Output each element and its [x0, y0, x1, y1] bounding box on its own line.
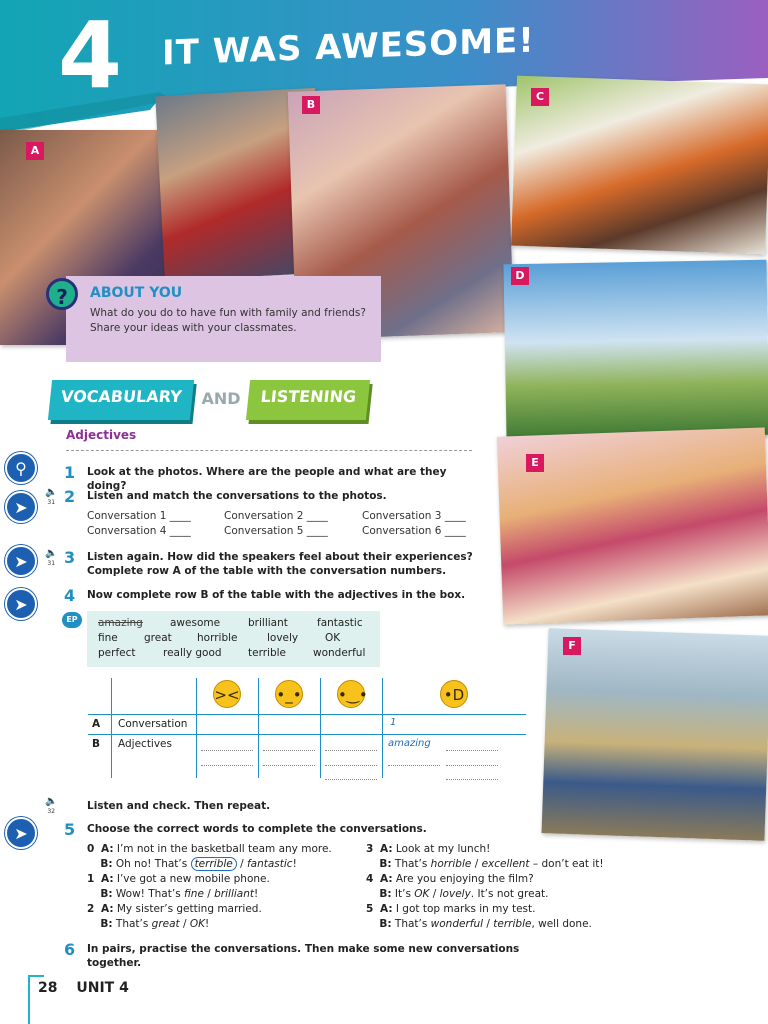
photo-c	[511, 76, 768, 255]
answer-row-a: 1	[390, 717, 397, 728]
word-item: brilliant	[248, 617, 288, 629]
photo-f	[541, 628, 768, 841]
word-item: OK	[325, 632, 341, 644]
photo-label-f: F	[563, 637, 581, 655]
word-item: horrible	[197, 632, 238, 644]
key-icon[interactable]: ⚲	[5, 452, 37, 484]
pointer-icon[interactable]: ➤	[5, 491, 37, 523]
divider	[66, 450, 472, 451]
exercise-4-number: 4	[64, 586, 76, 605]
listening-heading: LISTENING	[246, 380, 370, 420]
grinning-face-icon: •D	[440, 680, 468, 708]
exercise-3-number: 3	[64, 548, 76, 567]
audio-track: 31	[47, 560, 56, 567]
answer-row-b: amazing	[388, 738, 431, 749]
smiling-face-icon: •‿•	[337, 680, 365, 708]
audio-icon[interactable]: 🔈 31	[45, 548, 58, 567]
neutral-face-icon: •_•	[275, 680, 303, 708]
word-item: perfect	[98, 647, 136, 659]
conversation-1: Conversation 1 ____	[87, 510, 191, 522]
word-item: fantastic	[317, 617, 363, 629]
word-item: great	[144, 632, 172, 644]
row-b-letter: B	[92, 738, 101, 750]
page-number: 28	[38, 980, 58, 996]
conversation-6: Conversation 6 ____	[362, 525, 466, 537]
page-title: IT WAS AWESOME!	[162, 20, 535, 74]
conversation-5: Conversation 5 ____	[224, 525, 328, 537]
footer-unit: UNIT 4	[76, 980, 129, 996]
word-item: terrible	[248, 647, 286, 659]
row-a-label: Conversation	[118, 718, 188, 730]
conversation-item-0: 0 A: I’m not in the basketball team any more. B: Oh no! That’s terrible / fantastic!	[87, 843, 332, 870]
exercise-6-number: 6	[64, 940, 76, 959]
conversation-item-5: 5 A: I got top marks in my test. B: That’s wonderful / terrible, well done.	[366, 903, 592, 930]
about-line-1: What do you do to have fun with family and friends?	[90, 307, 366, 319]
row-b-label: Adjectives	[118, 738, 172, 750]
audio-icon[interactable]: 🔈 31	[45, 487, 58, 506]
conversation-2: Conversation 2 ____	[224, 510, 328, 522]
word-item: lovely	[267, 632, 299, 644]
exercise-3-text	[87, 550, 477, 578]
pointer-icon[interactable]: ➤	[5, 588, 37, 620]
conversation-item-3: 3 A: Look at my lunch! B: That’s horrible / excellent – don’t eat it!	[366, 843, 604, 870]
word-item: really good	[163, 647, 222, 659]
conversation-item-4: 4 A: Are you enjoying the film? B: It’s OK / lovely. It’s not great.	[366, 873, 549, 900]
exercise-2-text: Listen and match the conversations to the photos.	[87, 490, 387, 502]
word-item: wonderful	[313, 647, 366, 659]
photo-label-b: B	[302, 96, 320, 114]
conversation-item-2: 2 A: My sister’s getting married. B: That’s great / OK!	[87, 903, 262, 930]
adjectives-subheading: Adjectives	[66, 428, 137, 442]
photo-d	[503, 260, 768, 440]
about-you-title: ABOUT YOU	[90, 285, 183, 301]
exercise-4-text: Now complete row B of the table with the adjectives in the box.	[87, 589, 466, 601]
audio-track: 31	[47, 499, 56, 506]
exercise-1-number: 1	[64, 463, 76, 482]
vocabulary-heading: VOCABULARY	[48, 380, 194, 420]
listen-check-text: Listen and check. Then repeat.	[87, 800, 271, 812]
audio-track: 32	[47, 808, 56, 815]
about-line-2: Share your ideas with your classmates.	[90, 322, 297, 334]
word-item: fine	[98, 632, 118, 644]
word-item: amazing	[98, 617, 143, 629]
question-icon: ?	[46, 278, 78, 310]
exercise-3-line-2: Complete row A of the table with the conversation numbers.	[87, 565, 447, 577]
footer-divider-tick	[28, 975, 44, 977]
pointer-icon[interactable]: ➤	[5, 545, 37, 577]
photo-label-e: E	[526, 454, 544, 472]
conversation-3: Conversation 3 ____	[362, 510, 466, 522]
angry-face-icon: ><	[213, 680, 241, 708]
ep-badge[interactable]: EP	[62, 612, 82, 628]
exercise-1-text: Look at the photos. Where are the people and what are they doing?	[87, 466, 447, 492]
exercise-2-number: 2	[64, 487, 76, 506]
unit-number: 4	[58, 2, 123, 109]
page-footer	[28, 980, 129, 996]
photo-label-a: A	[26, 142, 44, 160]
photo-label-d: D	[511, 267, 529, 285]
word-item: awesome	[170, 617, 221, 629]
conversation-item-1: 1 A: I’ve got a new mobile phone. B: Wow! That’s fine / brilliant!	[87, 873, 270, 900]
audio-icon[interactable]: 🔈 32	[45, 796, 58, 815]
pointer-icon[interactable]: ➤	[5, 817, 37, 849]
exercise-6-text: In pairs, practise the conversations. Then make some new conversations together.	[87, 943, 520, 969]
exercise-3-line-1: Listen again. How did the speakers feel about their experiences?	[87, 551, 473, 563]
photo-label-c: C	[531, 88, 549, 106]
row-a-letter: A	[92, 718, 101, 730]
and-heading: AND	[201, 389, 241, 408]
exercise-5-text: Choose the correct words to complete the conversations.	[87, 823, 427, 835]
circled-answer[interactable]: terrible	[191, 857, 237, 871]
about-you-text	[90, 306, 380, 336]
conversation-4: Conversation 4 ____	[87, 525, 191, 537]
exercise-5-number: 5	[64, 820, 76, 839]
